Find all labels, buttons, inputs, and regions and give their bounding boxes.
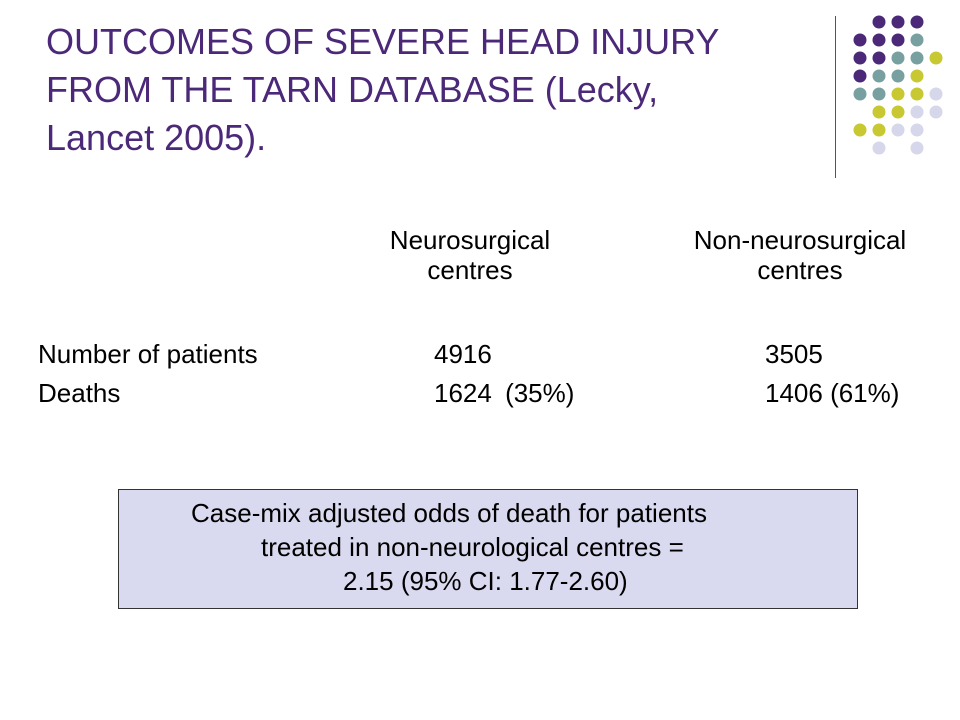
decorative-divider <box>835 16 836 178</box>
decorative-dot <box>892 124 905 137</box>
decorative-dot <box>911 70 924 83</box>
cell-neuro-patients: 4916 <box>434 339 492 369</box>
column-header-line: centres <box>757 255 843 285</box>
decorative-dot <box>911 16 924 29</box>
summary-line-2: treated in non-neurological centres = <box>261 532 684 562</box>
decorative-dot <box>873 88 886 101</box>
cell-neuro-deaths: 1624 (35%) <box>434 378 575 408</box>
cell-non-neuro-patients: 3505 <box>765 339 823 369</box>
column-header-line: Non-neurosurgical <box>693 225 907 255</box>
column-header-line: centres <box>427 255 513 285</box>
row-label-patients: Number of patients <box>38 339 258 369</box>
decorative-dot <box>930 106 943 119</box>
dot-grid-ornament-icon <box>0 0 960 200</box>
decorative-dot <box>854 52 867 65</box>
column-header-neurosurgical <box>360 225 580 285</box>
decorative-dot <box>892 52 905 65</box>
decorative-dot <box>873 106 886 119</box>
summary-line-3: 2.15 (95% CI: 1.77-2.60) <box>343 566 628 596</box>
decorative-dot <box>892 16 905 29</box>
decorative-dot <box>911 106 924 119</box>
column-header-non-neurosurgical <box>665 225 935 285</box>
decorative-dot <box>873 52 886 65</box>
decorative-dot <box>854 124 867 137</box>
decorative-dot <box>911 88 924 101</box>
title-line-3: Lancet 2005). <box>46 117 267 158</box>
decorative-dot <box>873 142 886 155</box>
title-line-1: OUTCOMES OF SEVERE HEAD INJURY <box>46 21 720 62</box>
decorative-dot <box>873 70 886 83</box>
row-label-deaths: Deaths <box>38 378 121 408</box>
decorative-dot <box>873 124 886 137</box>
cell-non-neuro-deaths: 1406 (61%) <box>765 378 900 408</box>
summary-line-1: Case-mix adjusted odds of death for patients <box>191 498 707 528</box>
decorative-dot <box>930 88 943 101</box>
decorative-dot <box>911 34 924 47</box>
decorative-dot <box>892 106 905 119</box>
decorative-dot <box>854 70 867 83</box>
decorative-dot <box>911 52 924 65</box>
title-line-2: FROM THE TARN DATABASE (Lecky, <box>46 69 659 110</box>
decorative-dot <box>873 16 886 29</box>
decorative-dot <box>911 142 924 155</box>
decorative-dot <box>854 88 867 101</box>
decorative-dot <box>892 88 905 101</box>
decorative-dot <box>911 124 924 137</box>
decorative-dot <box>892 34 905 47</box>
decorative-dot <box>873 34 886 47</box>
decorative-dot <box>892 70 905 83</box>
column-header-line: Neurosurgical <box>389 225 551 255</box>
summary-box <box>118 489 858 609</box>
decorative-dot <box>930 52 943 65</box>
decorative-dot <box>854 34 867 47</box>
